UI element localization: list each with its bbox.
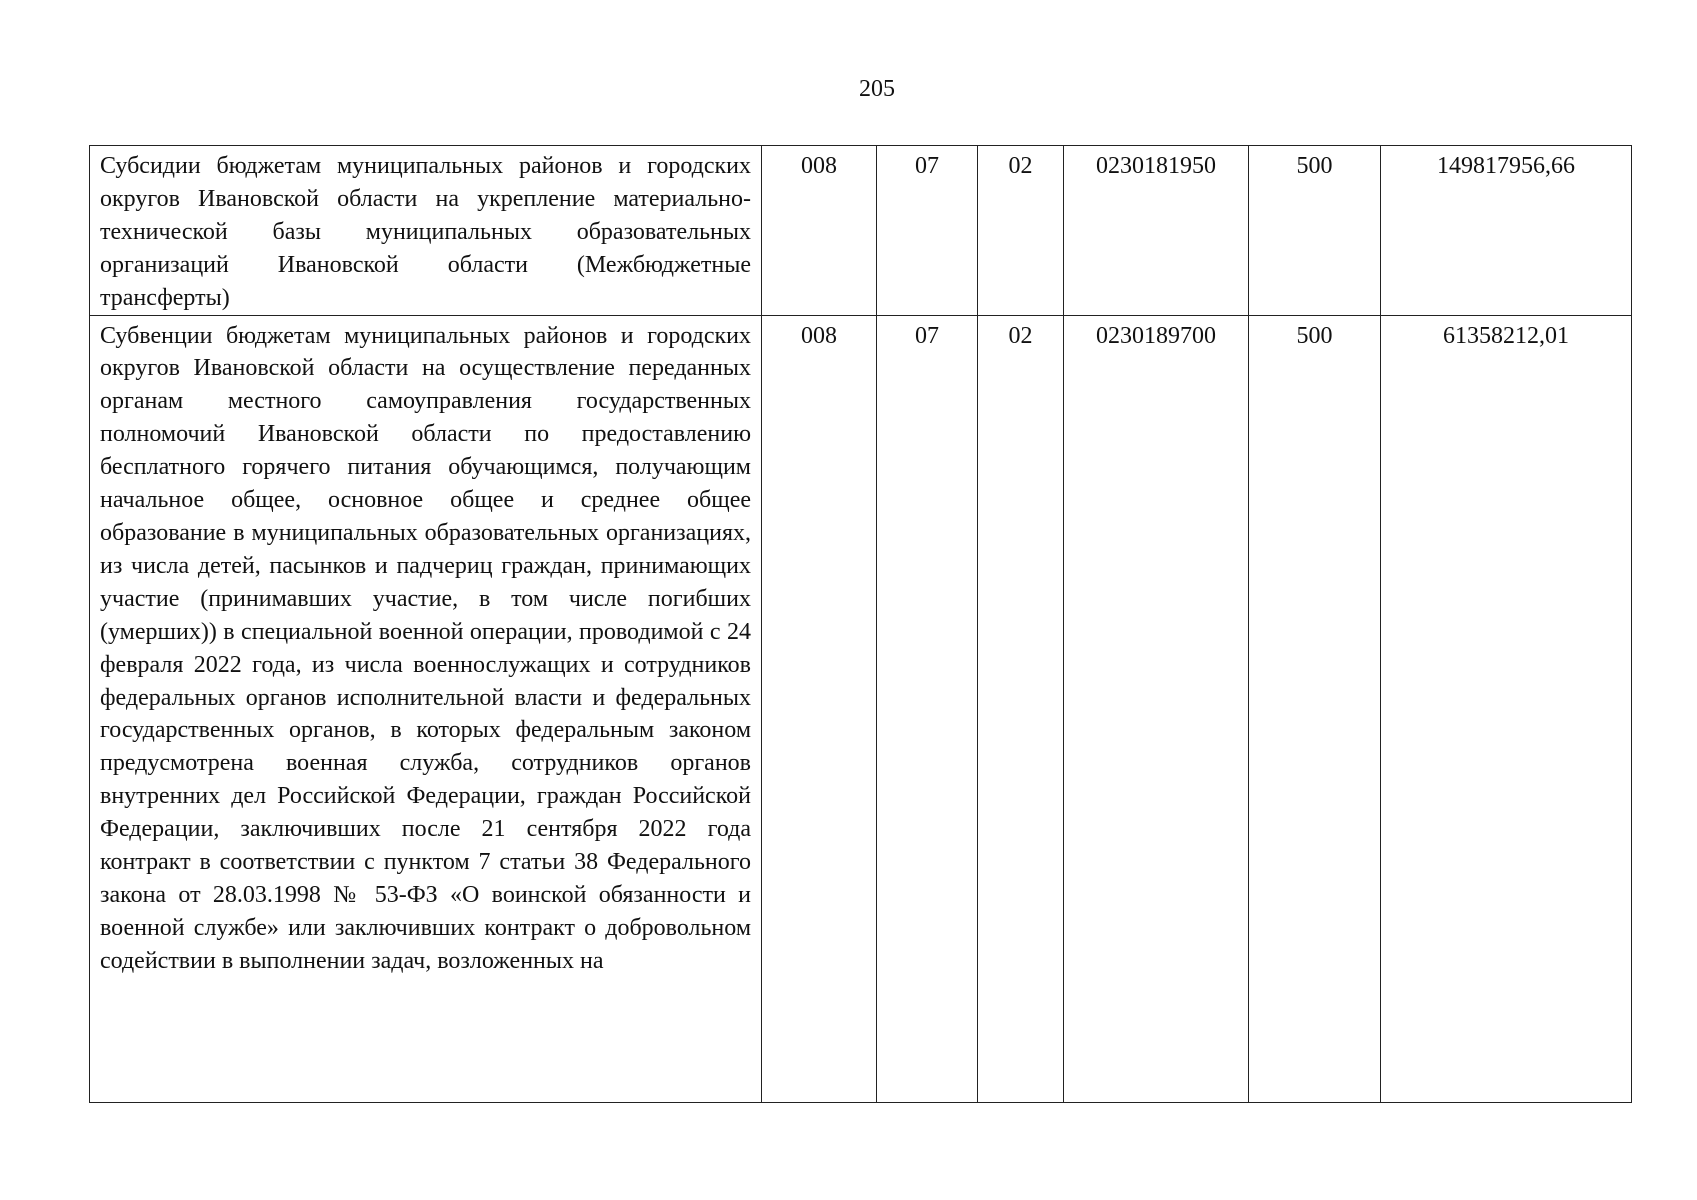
expense-type-code: 500 [1249, 146, 1381, 316]
budget-table [89, 145, 1632, 1103]
page-number: 205 [859, 76, 895, 102]
table-row [90, 146, 1632, 316]
ministry-code: 008 [762, 315, 877, 1102]
expense-description: Субвенции бюджетам муниципальных районов и городских округов Ивановской области на осуществление переданных органам местного самоуправления государственных полномочий Ивановской области по предоставлению бесплатного горячего питания обучающимся, получающим начальное общее, основное общее и среднее общее образование в муниципальных образовательных организациях, из числа детей, пасынков и падчериц граждан, принимающих участие (принимавших участие, в том числе погибших (умерших)) в специальной военной операции, проводимой с 24 февраля 2022 года, из числа военнослужащих и сотрудников федеральных органов исполнительной власти и федеральных государственных органов, в которых федеральным законом предусмотрена военная служба, сотрудников органов внутренних дел Российской Федерации, граждан Российской Федерации, заключивших после 21 сентября 2022 года контракт в соответствии с пунктом 7 статьи 38 Федерального закона от 28.03.1998 № 53-ФЗ «О воинской обязанности и военной службе» или заключивших контракт о добровольном содействии в выполнении задач, возложенных на [90, 315, 762, 1102]
target-article-code: 0230181950 [1064, 146, 1249, 316]
section-code: 07 [877, 146, 978, 316]
amount-value: 149817956,66 [1381, 146, 1632, 316]
subsection-code: 02 [978, 315, 1064, 1102]
expense-description: Субсидии бюджетам муниципальных районов и городских округов Ивановской области на укрепление материально-технической базы муниципальных образовательных организаций Ивановской области (Межбюджетные трансферты) [90, 146, 762, 316]
table-row [90, 315, 1632, 1102]
target-article-code: 0230189700 [1064, 315, 1249, 1102]
ministry-code: 008 [762, 146, 877, 316]
section-code: 07 [877, 315, 978, 1102]
expense-type-code: 500 [1249, 315, 1381, 1102]
amount-value: 61358212,01 [1381, 315, 1632, 1102]
subsection-code: 02 [978, 146, 1064, 316]
